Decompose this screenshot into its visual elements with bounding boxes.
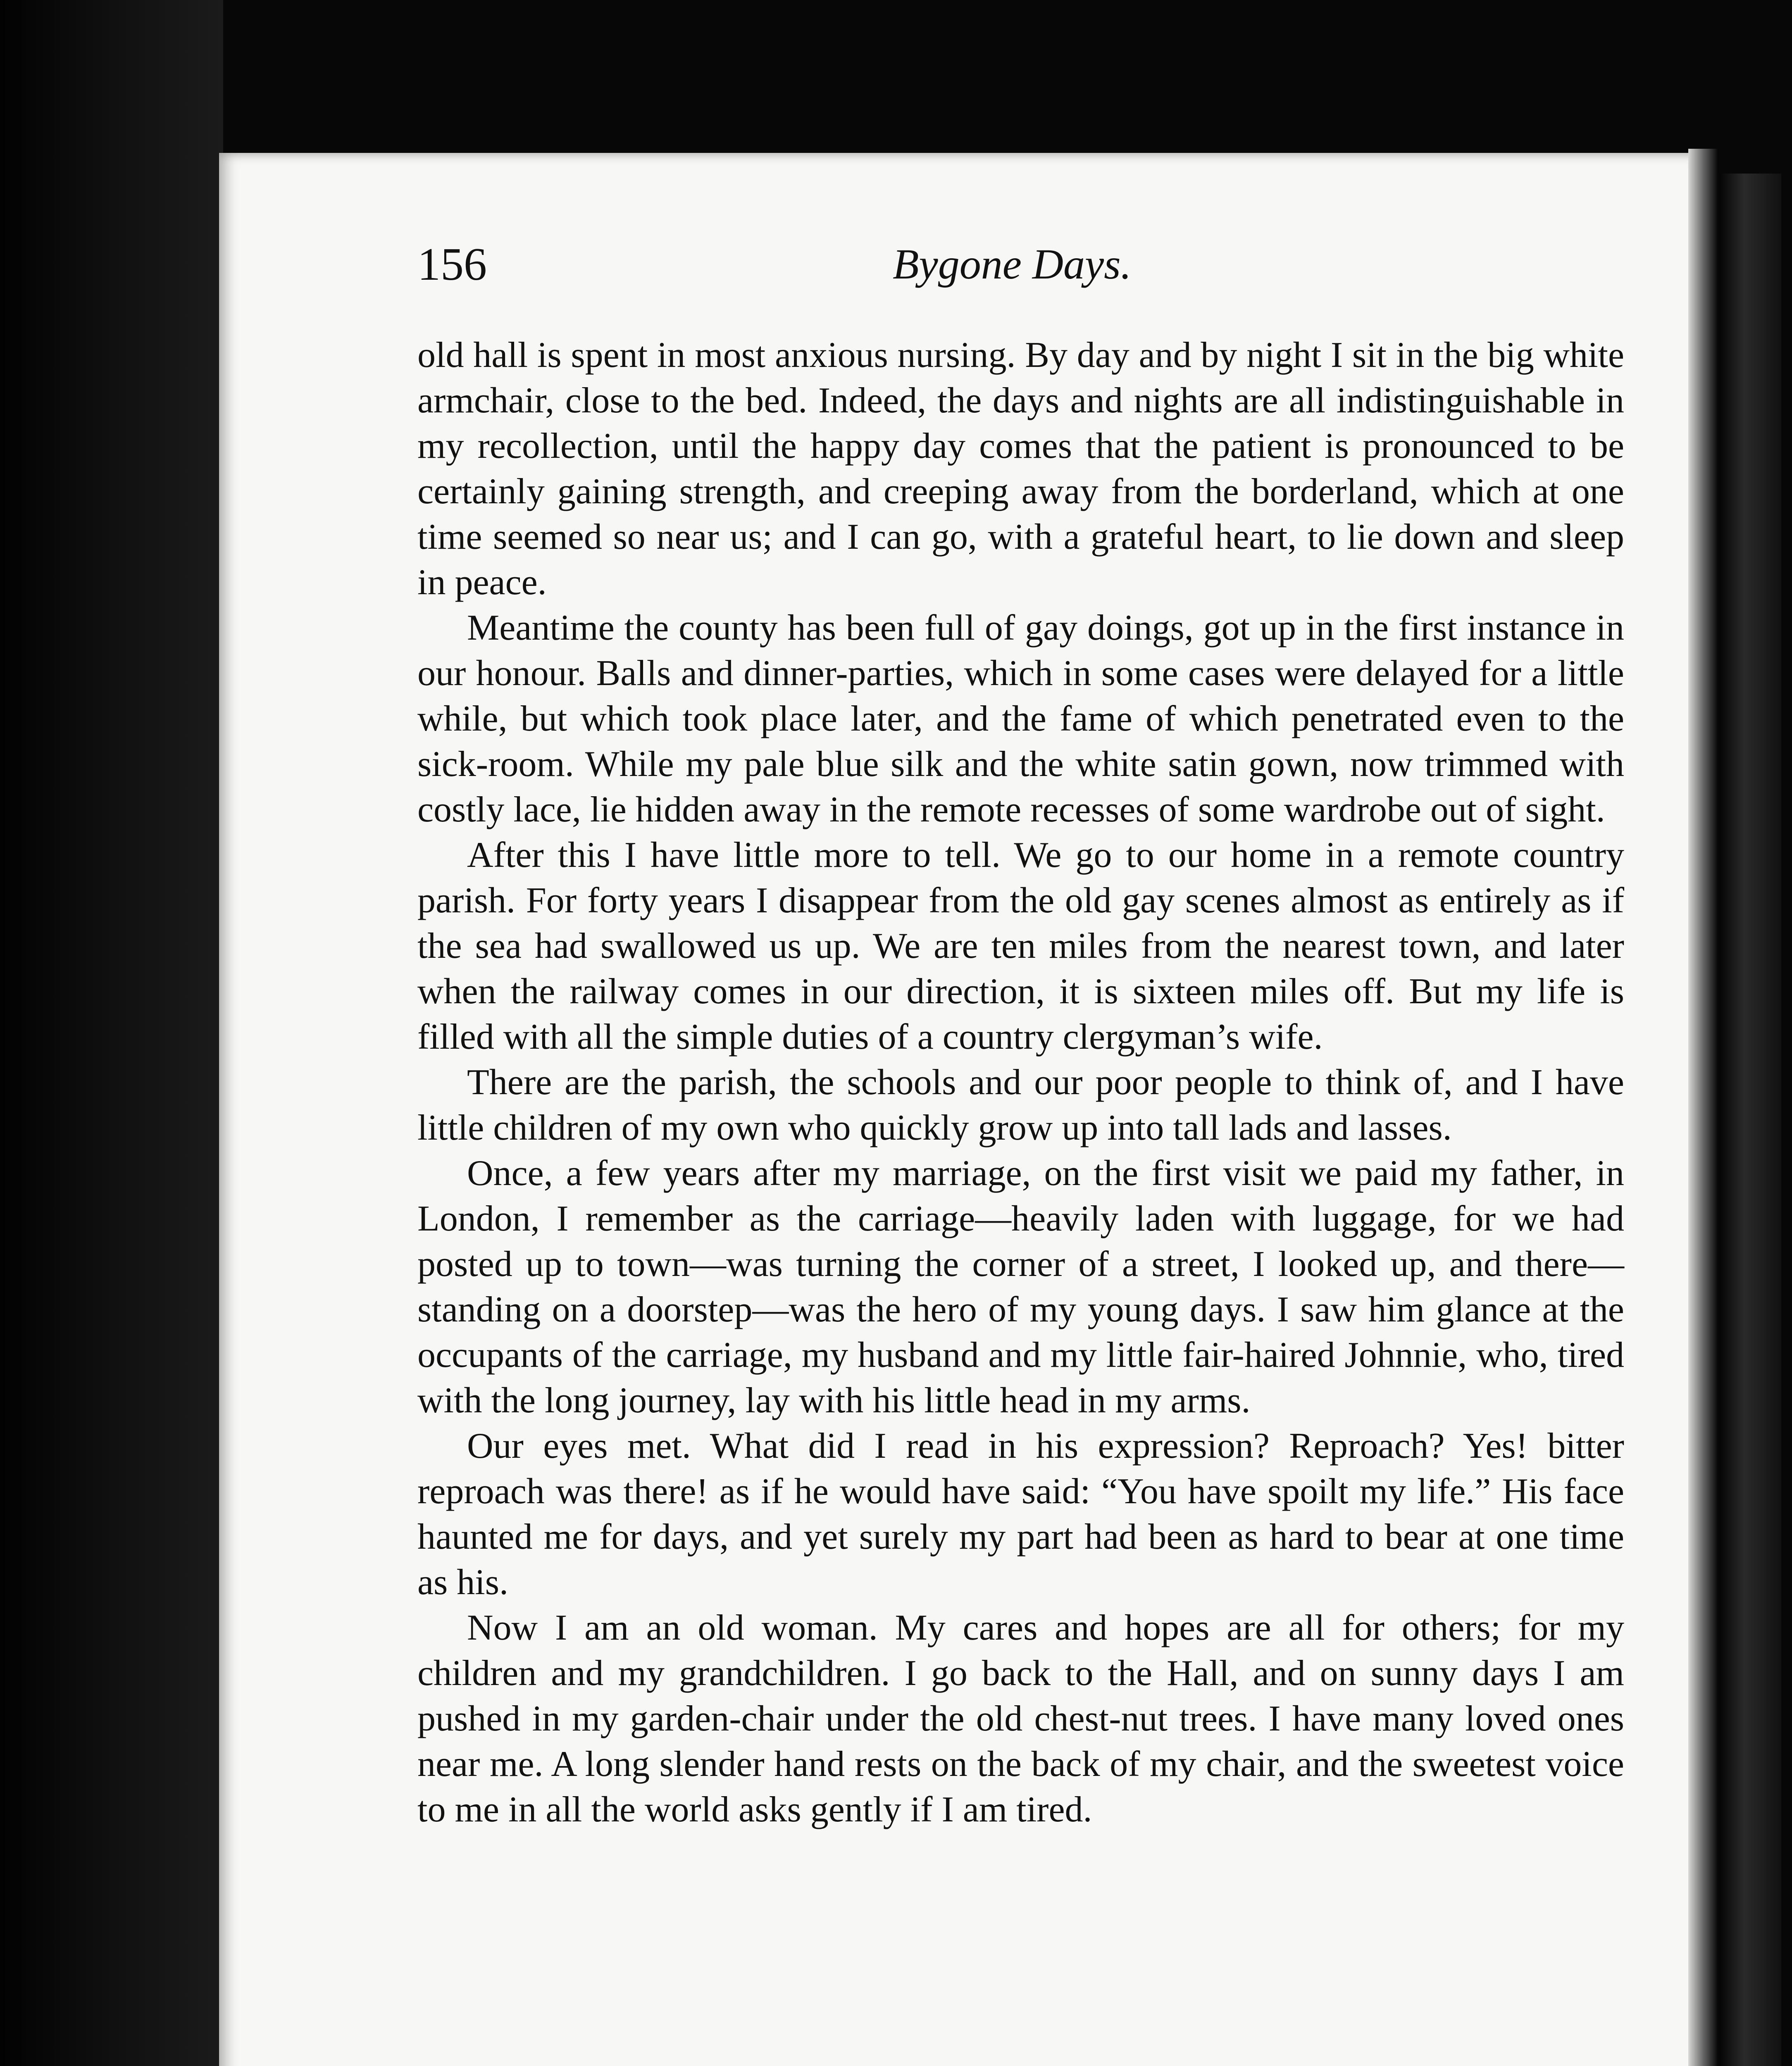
facing-page-edge [1719,174,1781,2066]
scanner-left-edge [0,0,223,2066]
body-text [417,333,1624,1833]
paragraph: After this I have little more to tell. We go to our home in a remote country parish. For forty years I disappear from the old gay scenes almost as entirely as if the sea had swallowed us up. We are ten miles from the nearest town, and later when the railway comes in our direction, it is sixteen miles off. But my life is filled with all the simple duties of a country clergyman’s wife. [417,835,1624,1057]
running-title: Bygone Days. [893,240,1132,288]
paragraph: old hall is spent in most anxious nursing. By day and by night I sit in the big white armchair, close to the bed. Indeed, the days and nights are all indistinguishable in my recollection, until the happy day comes that the patient is pronounced to be certainly gaining strength, and creeping away from the borderland, which at one time seemed so near us; and I can go, with a grateful heart, to lie down and sleep in peace. [417,335,1624,602]
page-gutter [1688,149,1717,2066]
paragraph: Now I am an old woman. My cares and hopes are all for others; for my children and my grandchildren. I go back to the Hall, and on sunny days I am pushed in my garden-chair under the old chest-nut trees. I have many loved ones near me. A long slender hand rests on the back of my chair, and the sweetest voice to me in all the world asks gently if I am tired. [417,1608,1624,1830]
paragraph: There are the parish, the schools and our poor people to think of, and I have little children of my own who quickly grow up into tall lads and lasses. [417,1062,1624,1148]
paragraph: Our eyes met. What did I read in his expression? Reproach? Yes! bitter reproach was there! as if he would have said: “You have spoilt my life.” His face haunted me for days, and yet surely my part had been as hard to bear at one time as his. [417,1426,1624,1602]
paragraph: Once, a few years after my marriage, on the first visit we paid my father, in London, I remember as the carriage—heavily laden with luggage, for we had posted up to town—was turning the corner of a street, I looked up, and there—standing on a doorstep—was the hero of my young days. I saw him glance at the occupants of the carriage, my husband and my little fair-haired Johnnie, who, tired with the long journey, lay with his little head in my arms. [417,1153,1624,1421]
paragraph: Meantime the county has been full of gay doings, got up in the first instance in our honour. Balls and dinner-parties, which in some cases were delayed for a little while, but which took place later, and the fame of which penetrated even to the sick-room. While my pale blue silk and the white satin gown, now trimmed with costly lace, lie hidden away in the remote recesses of some wardrobe out of sight. [417,608,1624,830]
page-number: 156 [417,239,487,290]
running-head [417,236,1624,293]
